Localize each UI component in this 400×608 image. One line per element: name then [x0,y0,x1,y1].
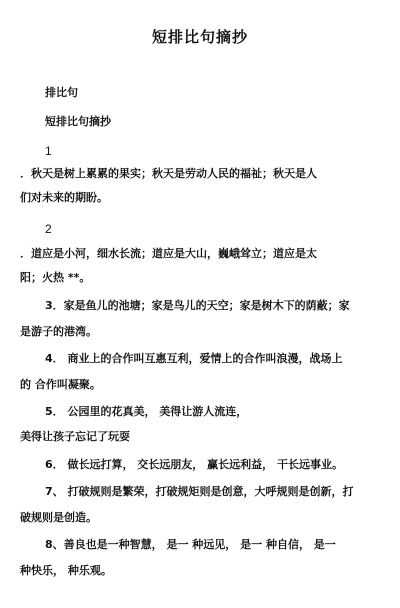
item-8-line-2: 种快乐， 种乐观。 [20,564,112,577]
item-1-number: 1 [45,144,52,158]
item-2-line-2: 阳；火热 **。 [20,271,91,284]
item-3-line-2: 是游子的港湾。 [20,325,97,338]
heading-short-parallelism-excerpts: 短排比句摘抄 [45,115,111,128]
item-5-line-1: 5． 公园里的花真美， 美得让游人流连， [45,405,248,418]
item-7-line-1: 7、 打破规则是繁荣，打破规矩则是创意，大呼规则是创新，打 [45,485,354,498]
heading-parallelism: 排比句 [45,86,78,99]
item-2-number: 2 [45,222,52,236]
item-2-line-1: ．道应是小河，细水长流；道应是大山，巍峨耸立；道应是太 [20,247,317,260]
item-8-line-1: 8、善良也是一种智慧， 是一 种远见， 是一 种自信， 是一 [45,538,336,551]
item-6-line-1: 6． 做长远打算， 交长远朋友， 赢长远利益， 干长远事业。 [45,458,343,471]
item-4-line-2: 的 合作叫凝聚。 [20,378,101,391]
item-1-line-1: ．秋天是树上累累的果实；秋天是劳动人民的福祉；秋天是人 [20,167,317,180]
item-5-line-2: 美得让孩子忘记了玩耍 [20,430,130,443]
document-title: 短排比句摘抄 [151,28,248,46]
item-3-line-1: 3．家是鱼儿的池塘；家是鸟儿的天空；家是树木下的荫蔽；家 [45,299,350,312]
item-4-line-1: 4． 商业上的合作叫互惠互利，爱情上的合作叫浪漫，战场上 [45,352,343,365]
item-7-line-2: 破规则是创造。 [20,511,97,524]
item-1-line-2: 们对未来的期盼。 [20,191,108,204]
